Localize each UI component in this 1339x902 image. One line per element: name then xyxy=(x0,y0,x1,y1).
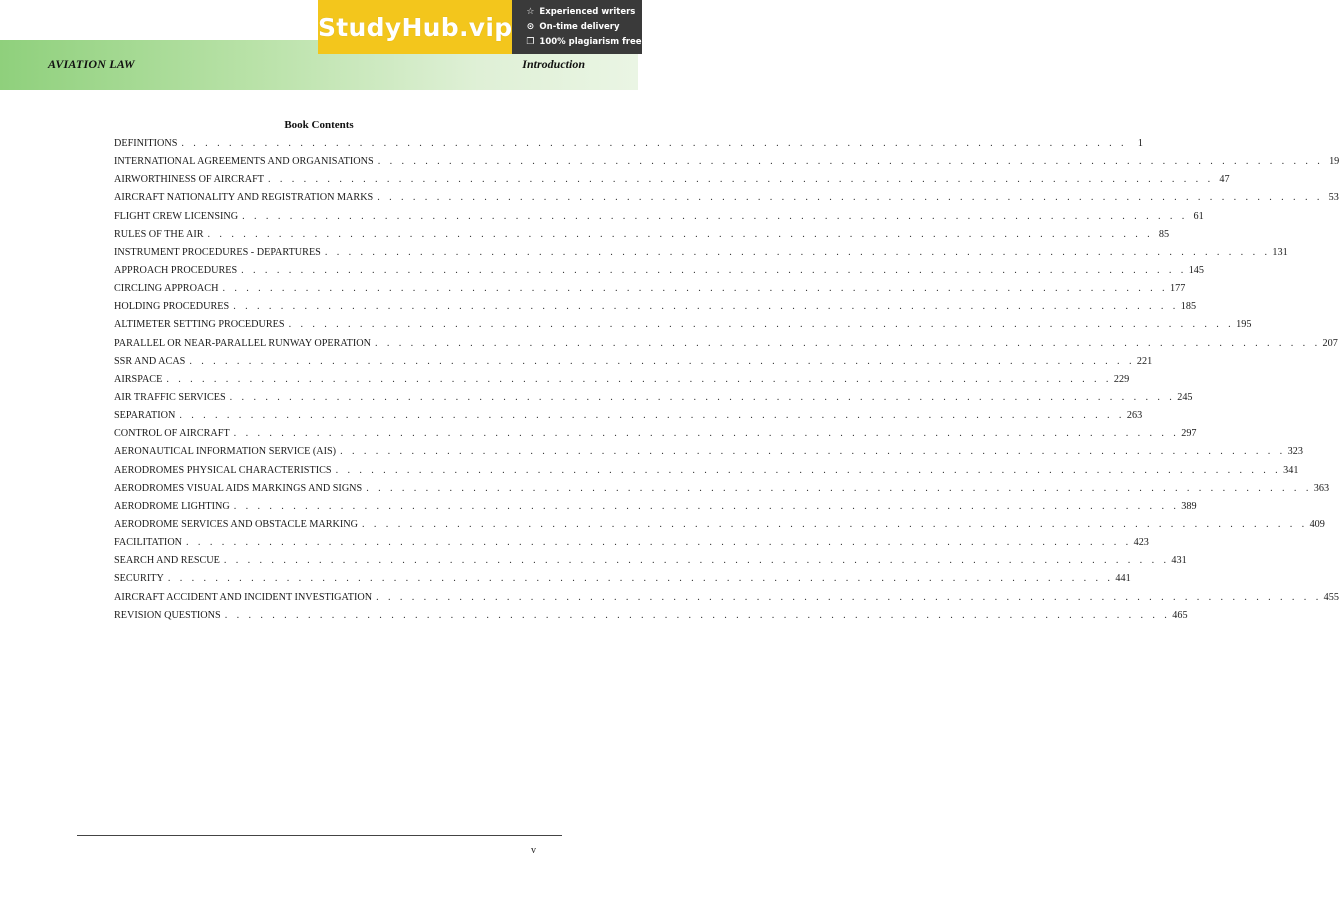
star-icon: ☆ xyxy=(526,6,535,17)
toc-entry-title: SEPARATION xyxy=(114,410,176,422)
toc-entry-page: 441 xyxy=(1115,573,1131,585)
toc-entry[interactable] xyxy=(114,428,1197,446)
toc-dot-leader: . . . . . . . . . . . . . . . . . . . . . . . . . . . . . . . . . . . . . . . . . . . . . . . . . . . . . . . . . . . . . . . . . . . . . . . . . . . . . . . . xyxy=(335,464,1282,476)
toc-dot-leader: . . . . . . . . . . . . . . . . . . . . . . . . . . . . . . . . . . . . . . . . . . . . . . . . . . . . . . . . . . . . . . . . . . . . . . . . . . . . . . . . xyxy=(377,156,1324,168)
toc-entry-title: AIRSPACE xyxy=(114,373,163,385)
toc-entry-page: 389 xyxy=(1181,500,1197,512)
toc-entry-title: AERODROME SERVICES AND OBSTACLE MARKING xyxy=(114,518,359,530)
toc-entry[interactable] xyxy=(114,391,1193,410)
toc-dot-leader: . . . . . . . . . . . . . . . . . . . . . . . . . . . . . . . . . . . . . . . . . . . . . . . . . . . . . . . . . . . . . . . . . . . . . . . . . . . . . . . . xyxy=(374,337,1321,349)
toc-entry-page: 185 xyxy=(1180,301,1197,313)
toc-entry-page: 245 xyxy=(1177,391,1193,403)
toc-dot-leader: . . . . . . . . . . . . . . . . . . . . . . . . . . . . . . . . . . . . . . . . . . . . . . . . . . . . . . . . . . . . . . . . . . . . . . . . . . . . . . . . xyxy=(179,410,1125,422)
toc-entry[interactable] xyxy=(114,138,1143,156)
toc-entry-title: REVISION QUESTIONS xyxy=(114,609,221,621)
toc-entry-title: SEARCH AND RESCUE xyxy=(114,555,220,567)
toc-dot-leader: . . . . . . . . . . . . . . . . . . . . . . . . . . . . . . . . . . . . . . . . . . . . . . . . . . . . . . . . . . . . . . . . . . . . . . . . . . . . . . . . xyxy=(366,482,1312,494)
ad-feature-item xyxy=(524,19,641,34)
toc-entry[interactable] xyxy=(114,301,1197,319)
ad-features xyxy=(512,0,641,54)
toc-entry-title: AIRCRAFT NATIONALITY AND REGISTRATION MARKS xyxy=(114,192,374,204)
toc-entry-title: DEFINITIONS xyxy=(114,138,178,149)
toc-entry-title: RULES OF THE AIR xyxy=(114,228,204,240)
toc-entry-page: 455 xyxy=(1323,591,1339,603)
contents-title: Book Contents xyxy=(284,119,354,131)
toc-entry-page: 195 xyxy=(1236,319,1252,331)
ad-banner[interactable] xyxy=(318,0,642,54)
toc-dot-leader: . . . . . . . . . . . . . . . . . . . . . . . . . . . . . . . . . . . . . . . . . . . . . . . . . . . . . . . . . . . . . . . . . . . . . . . . . . . . . . . . xyxy=(340,446,1286,458)
toc-dot-leader: . . . . . . . . . . . . . . . . . . . . . . . . . . . . . . . . . . . . . . . . . . . . . . . . . . . . . . . . . . . . . . . . . . . . . . . . . . . . . . . . xyxy=(181,138,1127,149)
table-of-contents xyxy=(114,138,1339,628)
toc-entry[interactable] xyxy=(114,573,1131,591)
toc-entry-title: SSR AND ACAS xyxy=(114,355,186,367)
toc-entry[interactable] xyxy=(114,555,1187,573)
toc-entry[interactable] xyxy=(114,609,1188,628)
ad-feature-label: On-time delivery xyxy=(539,21,620,32)
toc-dot-leader: . . . . . . . . . . . . . . . . . . . . . . . . . . . . . . . . . . . . . . . . . . . . . . . . . . . . . . . . . . . . . . . . . . . . . . . . . . . . . . . . xyxy=(186,537,1132,549)
ad-feature-item xyxy=(524,4,641,19)
toc-entry-page: 297 xyxy=(1181,428,1197,440)
toc-entry-title: AIR TRAFFIC SERVICES xyxy=(114,391,226,403)
toc-dot-leader: . . . . . . . . . . . . . . . . . . . . . . . . . . . . . . . . . . . . . . . . . . . . . . . . . . . . . . . . . . . . . . . . . . . . . . . . . . . . . . . . xyxy=(222,283,1169,295)
toc-entry-page: 207 xyxy=(1322,337,1338,349)
toc-dot-leader: . . . . . . . . . . . . . . . . . . . . . . . . . . . . . . . . . . . . . . . . . . . . . . . . . . . . . . . . . . . . . . . . . . . . . . . . . . . . . . . . xyxy=(377,192,1323,204)
toc-entry-page: 409 xyxy=(1309,518,1325,530)
running-header-left: AVIATION LAW xyxy=(48,57,135,71)
toc-entry-title: FLIGHT CREW LICENSING xyxy=(114,210,239,222)
toc-entry[interactable] xyxy=(114,446,1303,464)
toc-entry-page: 431 xyxy=(1171,555,1187,567)
toc-entry-title: HOLDING PROCEDURES xyxy=(114,301,230,313)
toc-dot-leader: . . . . . . . . . . . . . . . . . . . . . . . . . . . . . . . . . . . . . . . . . . . . . . . . . . . . . . . . . . . . . . . . . . . . . . . . . . . . . . . . xyxy=(224,609,1171,621)
toc-entry-title: AIRCRAFT ACCIDENT AND INCIDENT INVESTIGATION xyxy=(114,591,373,603)
toc-entry[interactable] xyxy=(114,319,1252,337)
toc-dot-leader: . . . . . . . . . . . . . . . . . . . . . . . . . . . . . . . . . . . . . . . . . . . . . . . . . . . . . . . . . . . . . . . . . . . . . . . . . . . . . . . . xyxy=(362,518,1308,530)
toc-entry-page: 47 xyxy=(1219,174,1230,186)
toc-entry-title: ALTIMETER SETTING PROCEDURES xyxy=(114,319,285,331)
toc-entry-page: 229 xyxy=(1113,373,1130,385)
toc-entry-title: SECURITY xyxy=(114,573,164,585)
toc-entry-title: AERODROMES VISUAL AIDS MARKINGS AND SIGNS xyxy=(114,482,363,494)
toc-entry[interactable] xyxy=(114,156,1339,174)
toc-entry-page: 61 xyxy=(1193,210,1204,222)
toc-entry-page: 1 xyxy=(1137,138,1143,149)
toc-dot-leader: . . . . . . . . . . . . . . . . . . . . . . . . . . . . . . . . . . . . . . . . . . . . . . . . . . . . . . . . . . . . . . . . . . . . . . . . . . . . . . . . xyxy=(233,500,1180,512)
toc-entry-title: INTERNATIONAL AGREEMENTS AND ORGANISATIONS xyxy=(114,156,374,168)
toc-dot-leader: . . . . . . . . . . . . . . . . . . . . . . . . . . . . . . . . . . . . . . . . . . . . . . . . . . . . . . . . . . . . . . . . . . . . . . . . . . . . . . . . xyxy=(242,210,1188,222)
toc-entry-title: CIRCLING APPROACH xyxy=(114,283,219,295)
toc-entry[interactable] xyxy=(114,246,1288,265)
toc-entry[interactable] xyxy=(114,537,1149,555)
toc-entry-title: FACILITATION xyxy=(114,537,183,549)
toc-entry-page: 145 xyxy=(1188,264,1204,276)
toc-entry-page: 131 xyxy=(1272,246,1288,258)
toc-entry[interactable] xyxy=(114,355,1153,374)
toc-dot-leader: . . . . . . . . . . . . . . . . . . . . . . . . . . . . . . . . . . . . . . . . . . . . . . . . . . . . . . . . . . . . . . . . . . . . . . . . . . . . . . . . xyxy=(229,391,1176,403)
toc-dot-leader: . . . . . . . . . . . . . . . . . . . . . . . . . . . . . . . . . . . . . . . . . . . . . . . . . . . . . . . . . . . . . . . . . . . . . . . . . . . . . . . . xyxy=(241,264,1187,276)
toc-entry[interactable] xyxy=(114,174,1230,192)
ad-feature-label: Experienced writers xyxy=(539,6,636,17)
toc-entry-title: PARALLEL OR NEAR-PARALLEL RUNWAY OPERATION xyxy=(114,337,371,349)
toc-entry[interactable] xyxy=(114,228,1170,247)
toc-entry[interactable] xyxy=(114,192,1339,210)
toc-dot-leader: . . . . . . . . . . . . . . . . . . . . . . . . . . . . . . . . . . . . . . . . . . . . . . . . . . . . . . . . . . . . . . . . . . . . . . . . . . . . . . . . xyxy=(223,555,1170,567)
toc-entry-page: 85 xyxy=(1158,228,1170,240)
toc-dot-leader: . . . . . . . . . . . . . . . . . . . . . . . . . . . . . . . . . . . . . . . . . . . . . . . . . . . . . . . . . . . . . . . . . . . . . . . . . . . . . . . . xyxy=(166,373,1112,385)
toc-entry[interactable] xyxy=(114,500,1197,519)
toc-entry[interactable] xyxy=(114,464,1299,483)
ad-logo-text: StudyHub.vip xyxy=(318,12,513,42)
ad-feature-label: 100% plagiarism free xyxy=(539,36,642,47)
toc-entry[interactable] xyxy=(114,410,1143,428)
toc-dot-leader: . . . . . . . . . . . . . . . . . . . . . . . . . . . . . . . . . . . . . . . . . . . . . . . . . . . . . . . . . . . . . . . . . . . . . . . . . . . . . . . . xyxy=(288,319,1235,331)
toc-entry[interactable] xyxy=(114,482,1330,501)
ad-feature-item xyxy=(524,34,641,49)
toc-entry-title: APPROACH PROCEDURES xyxy=(114,264,238,276)
toc-entry-page: 423 xyxy=(1133,537,1149,549)
toc-entry[interactable] xyxy=(114,210,1204,229)
toc-entry-page: 341 xyxy=(1283,464,1299,476)
toc-entry-title: INSTRUMENT PROCEDURES - DEPARTURES xyxy=(114,246,321,258)
toc-entry-title: CONTROL OF AIRCRAFT xyxy=(114,428,230,440)
toc-entry-page: 177 xyxy=(1170,283,1186,295)
toc-entry[interactable] xyxy=(114,518,1325,537)
toc-entry[interactable] xyxy=(114,264,1204,283)
toc-dot-leader: . . . . . . . . . . . . . . . . . . . . . . . . . . . . . . . . . . . . . . . . . . . . . . . . . . . . . . . . . . . . . . . . . . . . . . . . . . . . . . . . xyxy=(324,246,1271,258)
toc-entry[interactable] xyxy=(114,337,1338,356)
toc-dot-leader: . . . . . . . . . . . . . . . . . . . . . . . . . . . . . . . . . . . . . . . . . . . . . . . . . . . . . . . . . . . . . . . . . . . . . . . . . . . . . . . . xyxy=(233,301,1179,313)
toc-entry-title: AERODROMES PHYSICAL CHARACTERISTICS xyxy=(114,464,332,476)
toc-dot-leader: . . . . . . . . . . . . . . . . . . . . . . . . . . . . . . . . . . . . . . . . . . . . . . . . . . . . . . . . . . . . . . . . . . . . . . . . . . . . . . . . xyxy=(267,174,1214,186)
toc-entry-page: 221 xyxy=(1136,355,1153,367)
toc-entry-page: 19 xyxy=(1329,156,1339,168)
toc-entry[interactable] xyxy=(114,373,1130,392)
toc-dot-leader: . . . . . . . . . . . . . . . . . . . . . . . . . . . . . . . . . . . . . . . . . . . . . . . . . . . . . . . . . . . . . . . . . . . . . . . . . . . . . . . . xyxy=(189,355,1135,367)
toc-entry-title: AERONAUTICAL INFORMATION SERVICE (AIS) xyxy=(114,446,337,458)
page-number: v xyxy=(531,845,536,856)
clock-icon: ⊙ xyxy=(526,21,535,32)
toc-dot-leader: . . . . . . . . . . . . . . . . . . . . . . . . . . . . . . . . . . . . . . . . . . . . . . . . . . . . . . . . . . . . . . . . . . . . . . . . . . . . . . . . xyxy=(207,228,1154,240)
toc-entry[interactable] xyxy=(114,283,1186,301)
toc-entry-page: 465 xyxy=(1172,609,1188,621)
toc-entry-page: 263 xyxy=(1126,410,1143,422)
toc-dot-leader: . . . . . . . . . . . . . . . . . . . . . . . . . . . . . . . . . . . . . . . . . . . . . . . . . . . . . . . . . . . . . . . . . . . . . . . . . . . . . . . . xyxy=(233,428,1180,440)
toc-entry-title: AERODROME LIGHTING xyxy=(114,500,230,512)
footer-rule xyxy=(77,835,562,836)
toc-entry-page: 363 xyxy=(1313,482,1330,494)
running-header-right: Introduction xyxy=(522,57,585,71)
ad-logo[interactable] xyxy=(318,0,512,54)
toc-dot-leader: . . . . . . . . . . . . . . . . . . . . . . . . . . . . . . . . . . . . . . . . . . . . . . . . . . . . . . . . . . . . . . . . . . . . . . . . . . . . . . . . xyxy=(376,591,1322,603)
toc-entry-page: 53 xyxy=(1328,192,1339,204)
toc-entry-title: AIRWORTHINESS OF AIRCRAFT xyxy=(114,174,264,186)
copy-icon: ❐ xyxy=(526,36,535,47)
toc-dot-leader: . . . . . . . . . . . . . . . . . . . . . . . . . . . . . . . . . . . . . . . . . . . . . . . . . . . . . . . . . . . . . . . . . . . . . . . . . . . . . . . . xyxy=(167,573,1114,585)
toc-entry[interactable] xyxy=(114,591,1339,610)
toc-entry-page: 323 xyxy=(1287,446,1303,458)
